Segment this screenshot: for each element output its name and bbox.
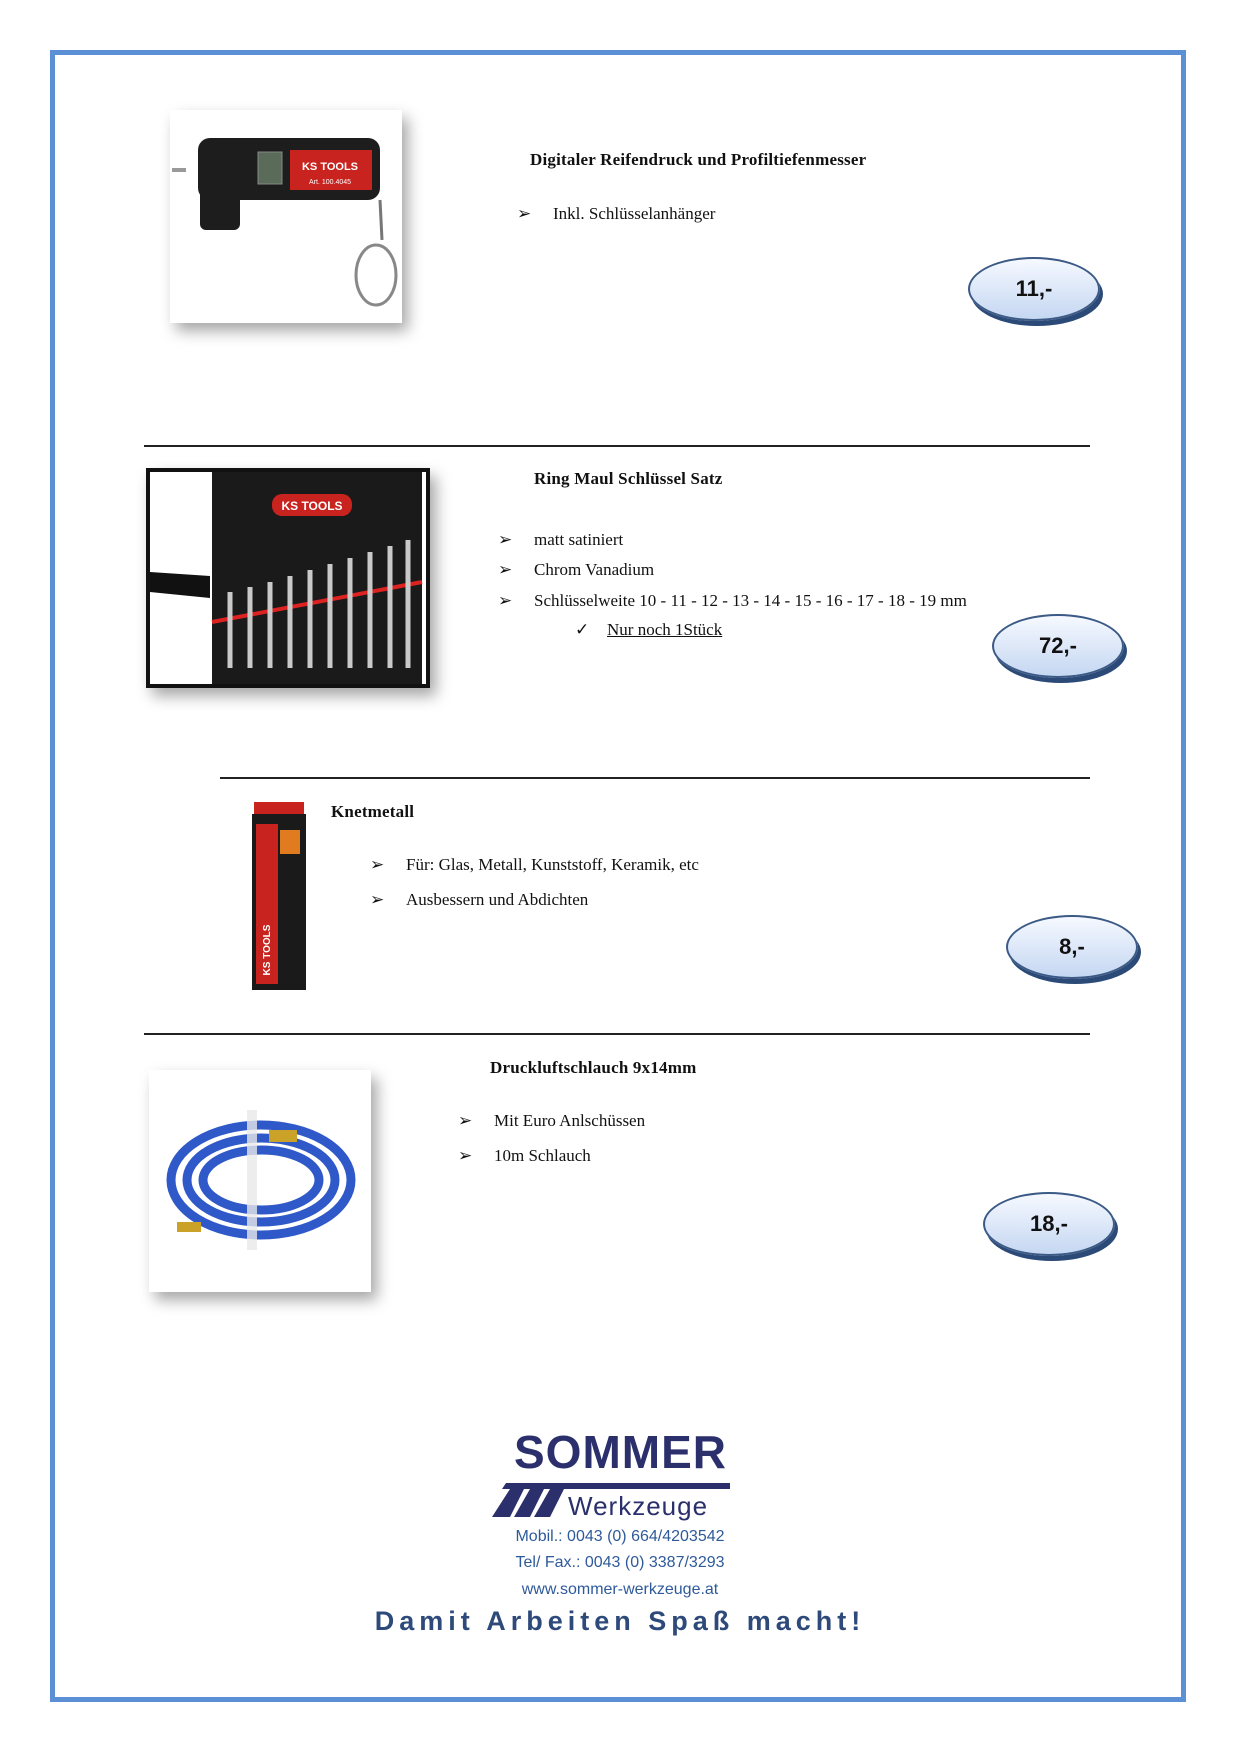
sub-note: [575, 620, 722, 640]
bullet-item: [517, 204, 715, 224]
logo-brand: SOMMER: [514, 1426, 727, 1478]
divider: [144, 445, 1090, 447]
bullet-text: Für: Glas, Metall, Kunststoff, Keramik, etc: [406, 855, 699, 874]
bullet-item: [458, 1111, 645, 1131]
brand-label: KS TOOLS: [301, 161, 359, 173]
company-logo: [486, 1425, 736, 1525]
arrow-bullet-icon: ➢: [498, 530, 513, 549]
sub-note-text: Nur noch 1Stück: [607, 620, 723, 639]
bullet-item: [370, 890, 588, 910]
price-badge: 11,-: [968, 257, 1100, 321]
price-badge: 8,-: [1006, 915, 1138, 979]
product-image-tire-gauge: [170, 110, 402, 323]
article-label: Art. 100.4045: [308, 179, 352, 186]
bullet-text: 10m Schlauch: [494, 1146, 591, 1165]
bullet-text: Chrom Vanadium: [534, 560, 655, 579]
product-image-knetmetall: [240, 800, 320, 1000]
contact-mobile: Mobil.: 0043 (0) 664/4203542: [515, 1528, 725, 1545]
arrow-bullet-icon: ➢: [498, 591, 513, 610]
brand-label: KS TOOLS: [262, 924, 273, 976]
product-title: Ring Maul Schlüssel Satz: [534, 469, 723, 488]
arrow-bullet-icon: ➢: [517, 204, 532, 223]
divider: [220, 777, 1090, 779]
bullet-text: Schlüsselweite 10 - 11 - 12 - 13 - 14 - 15 - 16 - 17 - 18 - 19 mm: [534, 591, 967, 610]
arrow-bullet-icon: ➢: [498, 560, 513, 579]
product-title: Digitaler Reifendruck und Profiltiefenmesser: [530, 150, 867, 169]
check-icon: ✓: [575, 620, 590, 639]
contact-phone: Tel/ Fax.: 0043 (0) 3387/3293: [515, 1554, 725, 1571]
price-badge: 72,-: [992, 614, 1124, 678]
website-link[interactable]: www.sommer-werkzeuge.at: [521, 1581, 719, 1598]
arrow-bullet-icon: ➢: [370, 855, 385, 874]
arrow-bullet-icon: ➢: [370, 890, 385, 909]
brand-label: KS TOOLS: [281, 499, 343, 513]
bullet-item: [370, 855, 699, 875]
bullet-text: Inkl. Schlüsselanhänger: [553, 204, 716, 223]
logo-subtitle: Werkzeuge: [568, 1491, 709, 1521]
bullet-text: matt satiniert: [534, 530, 624, 549]
product-image-wrench-set: [146, 468, 430, 688]
arrow-bullet-icon: ➢: [458, 1146, 473, 1165]
slogan: Damit Arbeiten Spaß macht!: [374, 1606, 866, 1636]
product-title: Druckluftschlauch 9x14mm: [490, 1058, 697, 1077]
arrow-bullet-icon: ➢: [458, 1111, 473, 1130]
bullet-item: [498, 560, 654, 580]
bullet-item: [498, 530, 623, 550]
bullet-item: [458, 1146, 591, 1166]
product-image-air-hose: [149, 1070, 371, 1292]
product-title: Knetmetall: [331, 802, 415, 821]
price-badge: 18,-: [983, 1192, 1115, 1256]
bullet-text: Ausbessern und Abdichten: [406, 890, 589, 909]
bullet-text: Mit Euro Anlschüssen: [494, 1111, 646, 1130]
bullet-item: [498, 591, 967, 611]
divider: [144, 1033, 1090, 1035]
